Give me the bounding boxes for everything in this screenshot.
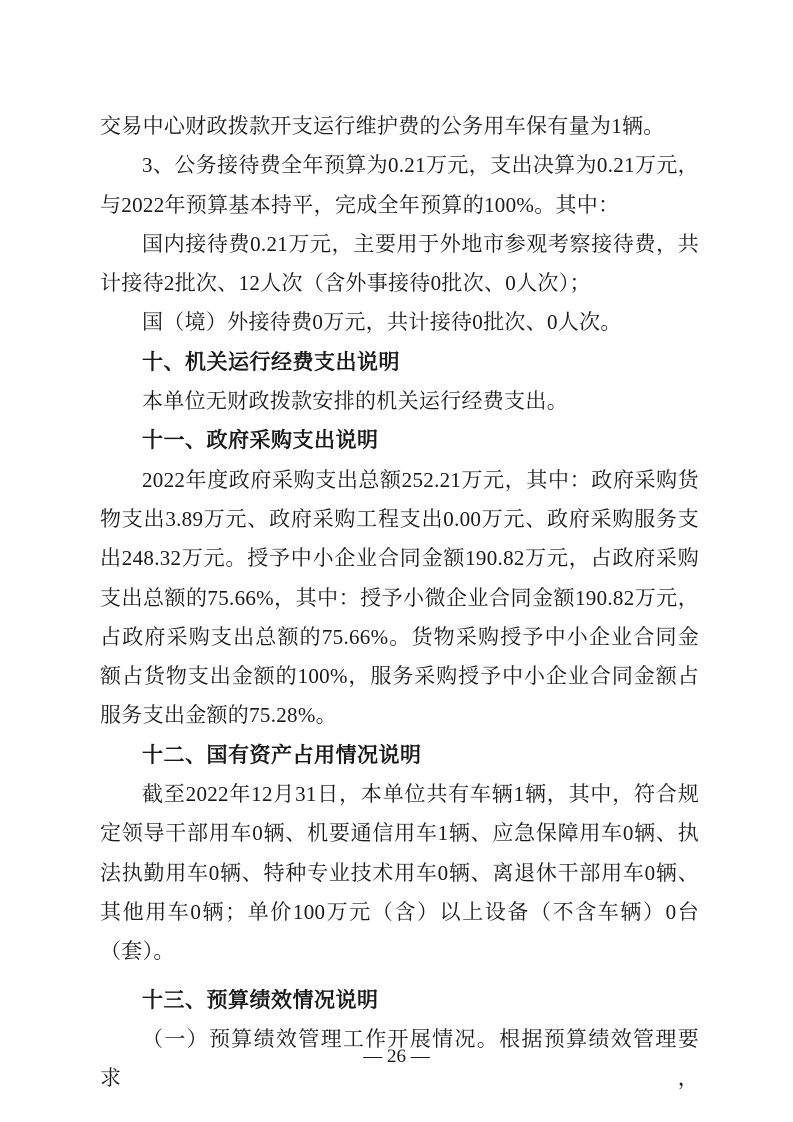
- paragraph: 国内接待费0.21万元，主要用于外地市参观考察接待费，共计接待2批次、12人次（含外事接待0批次、0人次）；: [100, 231, 699, 296]
- section-heading: 十一、政府采购支出说明: [142, 429, 379, 453]
- paragraph: 3、公务接待费全年预算为0.21万元，支出决算为0.21万元，与2022年预算基本持平，完成全年预算的100%。其中：: [100, 153, 699, 217]
- section-heading: 十三、预算绩效情况说明: [142, 988, 379, 1012]
- paragraph: 截至2022年12月31日，本单位共有车辆1辆，其中，符合规定领导干部用车0辆、机要通信用车1辆、应急保障用车0辆、执法执勤用车0辆、特种专业技术用车0辆、离退休干部用车0辆、其他用车0辆；单价100万元（含）以上设备（不含车辆）0台（套）。: [100, 782, 699, 964]
- page-number: — 26 —: [363, 1046, 430, 1067]
- paragraph: 2022年度政府采购支出总额252.21万元，其中：政府采购货物支出3.89万元、政府采购工程支出0.00万元、政府采购服务支出248.32万元。授予中小企业合同金额190.82万元，占政府采购支出总额的75.66%，其中：授予小微企业合同金额190.82万元，占政府采购支出总额的75.66%。货物采购授予中小企业合同金额占货物支出金额的100%，服务采购授予中小企业合同金额占服务支出金额的75.28%。: [100, 467, 699, 728]
- paragraph: 国（境）外接待费0万元，共计接待0批次、0人次。: [142, 310, 622, 335]
- paragraph: 交易中心财政拨款开支运行维护费的公务用车保有量为1辆。: [100, 114, 665, 138]
- paragraph: （一）预算绩效管理工作开展情况。根据预算绩效管理要求，: [100, 1026, 699, 1091]
- section-heading: 十、机关运行经费支出说明: [142, 350, 400, 374]
- document-body: [100, 107, 699, 1098]
- paragraph: 本单位无财政拨款安排的机关运行经费支出。: [142, 389, 568, 414]
- section-heading: 十二、国有资产占用情况说明: [142, 743, 422, 767]
